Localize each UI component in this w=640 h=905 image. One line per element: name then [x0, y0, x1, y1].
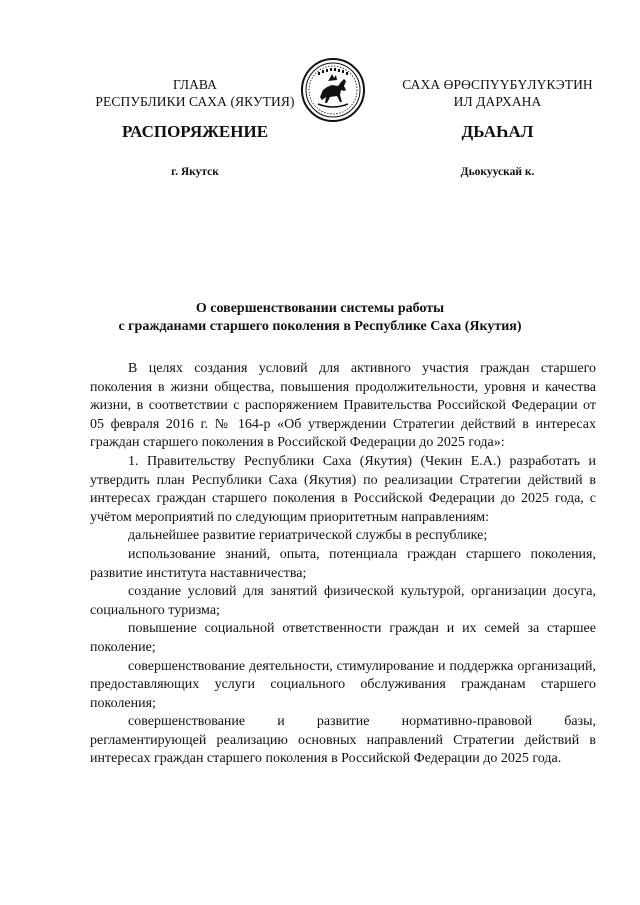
body-paragraph: дальнейшее развитие гериатрической службы в республике;	[128, 528, 488, 544]
header-right	[385, 76, 610, 110]
body-paragraph: повышение социальной ответственности граждан и их семей за старшее поколение;	[90, 621, 596, 655]
body-paragraph: создание условий для занятий физической культурой, организации досуга, социального туризма;	[90, 584, 596, 618]
header-left	[60, 76, 330, 110]
header-right-line1: САХА ӨРӨСПҮҮБҮЛҮКЭТИН	[402, 77, 593, 92]
body-paragraph: совершенствование и развитие нормативно-правовой базы, регламентирующей реализацию основных направлений Стратегии действий в интересах граждан старшего поколения в Российской Федерации до 2025 года.	[90, 714, 596, 767]
document-title	[60, 300, 580, 336]
document-type-title: РАСПОРЯЖЕНИЕ	[121, 122, 269, 141]
header-left-line1: ГЛАВА	[172, 77, 218, 92]
body-paragraph: 1. Правительству Республики Саха (Якутия) (Чекин Е.А.) разработать и утвердить план Республики Саха (Якутия) по реализации Стратегии действий в интересах граждан старшего поколения в Российской Федерации до 2025 года, с учётом мероприятий по следующим приоритетным направлениям:	[90, 453, 596, 525]
document-body	[90, 360, 596, 769]
body-paragraph: В целях создания условий для активного участия граждан старшего поколения в жизни общества, повышения продолжительности, уровня и качества жизни, в соответствии с распоряжением Правительства Российской Федерации от 05 февраля 2016 г. № 164-р «Об утверждении Стратегии действий в интересах граждан старшего поколения в Российской Федерации до 2025 года»:	[90, 361, 596, 451]
body-paragraph: совершенствование деятельности, стимулирование и поддержка организаций, предоставляющих услуги социального обслуживания гражданам старшего поколения;	[90, 658, 596, 711]
header-left-line2: РЕСПУБЛИКИ САХА (ЯКУТИЯ)	[95, 94, 295, 109]
document-title-line1: О совершенствовании системы работы	[195, 301, 445, 316]
body-paragraph: использование знаний, опыта, потенциала граждан старшего поколения, развитие института наставничества;	[90, 546, 596, 581]
document-type-title-sakha: ДЬАҺАЛ	[461, 122, 534, 141]
city-label-sakha: Дьокуускай к.	[460, 166, 535, 178]
city-label: г. Якутск	[171, 166, 219, 178]
header-right-line2: ИЛ ДАРХАНА	[453, 94, 542, 109]
document-title-line2: с гражданами старшего поколения в Республике Саха (Якутия)	[118, 319, 522, 334]
coat-of-arms-emblem-icon	[300, 57, 366, 123]
